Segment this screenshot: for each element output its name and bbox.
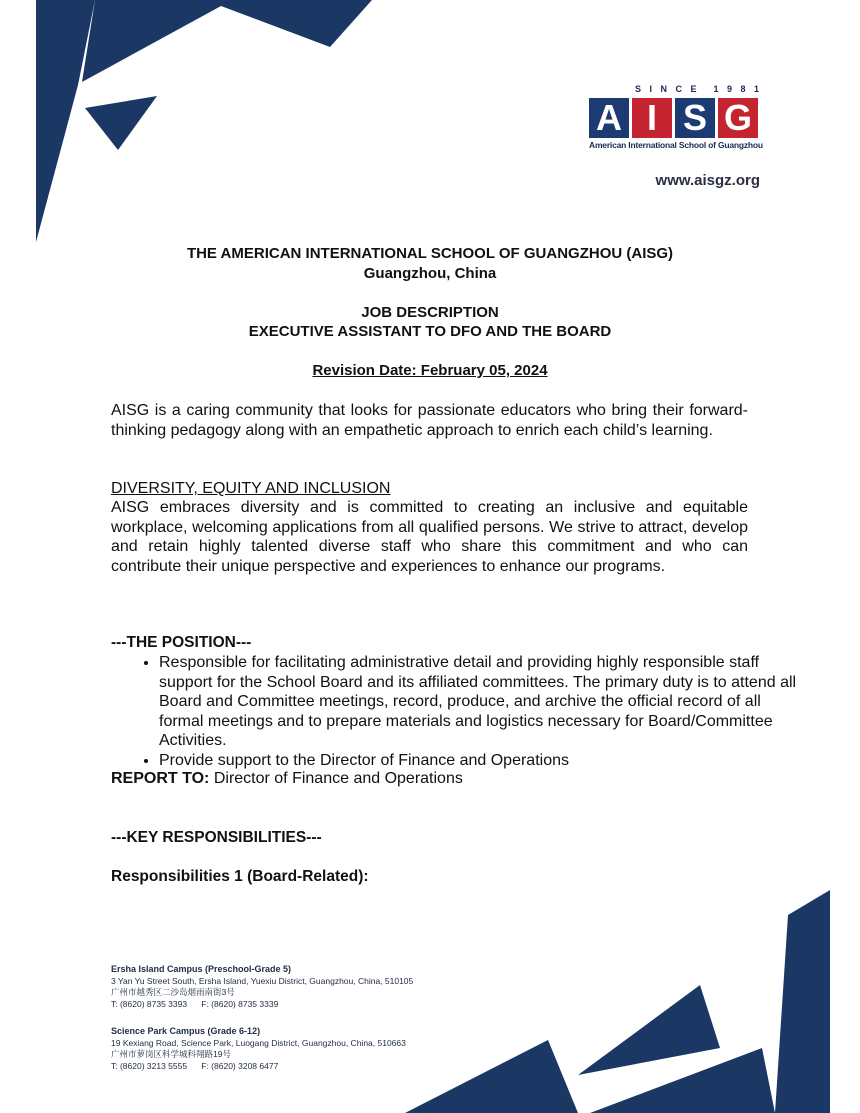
campus-contact (111, 999, 413, 1011)
position-bullets (111, 653, 799, 770)
logo-letter-g: G (718, 98, 758, 138)
since-char: 1 (713, 84, 719, 94)
location-title: Guangzhou, China (363, 265, 497, 282)
campus-address-cn: 广州市萝岗区科学城科翔路19号 (111, 1049, 231, 1059)
since-1981 (589, 84, 761, 96)
footer-campus-science-park (111, 1026, 406, 1072)
campus-fax: F: (8620) 8735 3339 (201, 998, 279, 1009)
website-link[interactable]: www.aisgz.org (655, 172, 760, 189)
logo-school-name: American International School of Guangzhou (589, 140, 763, 150)
logo-letter-s: S (675, 98, 715, 138)
intro-paragraph: AISG is a caring community that looks for passionate educators who bring their forward-thinking pedagogy along with an empathetic approach to enrich each child’s learning. (111, 402, 748, 439)
since-char: S (635, 84, 642, 94)
job-description-title: JOB DESCRIPTION (361, 304, 499, 321)
campus-title: Science Park Campus (Grade 6-12) (111, 1026, 261, 1036)
shape-top-left-mid (82, 0, 232, 82)
shape-top-left-small (85, 96, 157, 150)
since-char: I (649, 84, 653, 94)
since-char: N (660, 84, 667, 94)
campus-phone: T: (8620) 3213 5555 (111, 1060, 188, 1071)
campus-address: 3 Yan Yu Street South, Ersha Island, Yuexiu District, Guangzhou, China, 510105 (111, 975, 414, 986)
shape-bottom-left (405, 1040, 578, 1113)
logo-letters (589, 98, 761, 138)
position-title: EXECUTIVE ASSISTANT TO DFO AND THE BOARD (248, 323, 612, 340)
report-to (111, 770, 463, 788)
aisg-logo (589, 84, 761, 150)
campus-fax: F: (8620) 3208 6477 (201, 1060, 279, 1071)
campus-phone: T: (8620) 8735 3393 (111, 998, 188, 1009)
shape-top-left-right (205, 0, 372, 47)
responsibilities-subheading: Responsibilities 1 (Board-Related): (111, 868, 369, 885)
since-char: 1 (753, 84, 759, 94)
since-char: 9 (726, 84, 732, 94)
campus-title: Ersha Island Campus (Preschool-Grade 5) (111, 964, 292, 974)
shape-top-left-large (36, 0, 95, 242)
campus-contact (111, 1061, 406, 1073)
shape-bottom-mid (578, 985, 720, 1075)
campus-address-cn: 广州市越秀区二沙岛烟雨南街3号 (111, 987, 235, 997)
since-char: E (690, 84, 697, 94)
footer-campus-ersha (111, 964, 413, 1010)
school-title: THE AMERICAN INTERNATIONAL SCHOOL OF GUANGZHOU (AISG) (186, 245, 674, 262)
campus-address: 19 Kexiang Road, Science Park, Luogang District, Guangzhou, China, 510663 (111, 1037, 406, 1048)
logo-letter-i: I (632, 98, 672, 138)
position-heading: ---THE POSITION--- (111, 634, 252, 651)
dei-heading: DIVERSITY, EQUITY AND INCLUSION (111, 480, 391, 497)
list-item: • Responsible for facilitating administrative detail and providing highly responsible staff support for the School Board and its affiliated committees. The primary duty is to attend all Board and Committee meetings, record, produce, and archive the official record of all formal meetings and to prepare materials and logistics necessary for Board/Committee Activities. (159, 653, 799, 751)
shape-bottom-right (775, 890, 830, 1113)
list-item: • Provide support to the Director of Finance and Operations (159, 751, 799, 771)
logo-letter-a: A (589, 98, 629, 138)
since-char: C (675, 84, 682, 94)
dei-paragraph: AISG embraces diversity and is committed to creating an inclusive and equitable workplace, welcoming applications from all qualified persons. We strive to attract, develop and retain highly talented diverse staff who share this commitment and who can contribute their unique perspective and experiences to enhance our programs. (111, 499, 748, 575)
revision-date: Revision Date: February 05, 2024 (312, 362, 548, 379)
report-to-value: Director of Finance and Operations (213, 770, 463, 787)
report-to-label: REPORT TO: (111, 770, 210, 787)
responsibilities-heading: ---KEY RESPONSIBILITIES--- (111, 829, 322, 846)
since-char: 8 (740, 84, 746, 94)
